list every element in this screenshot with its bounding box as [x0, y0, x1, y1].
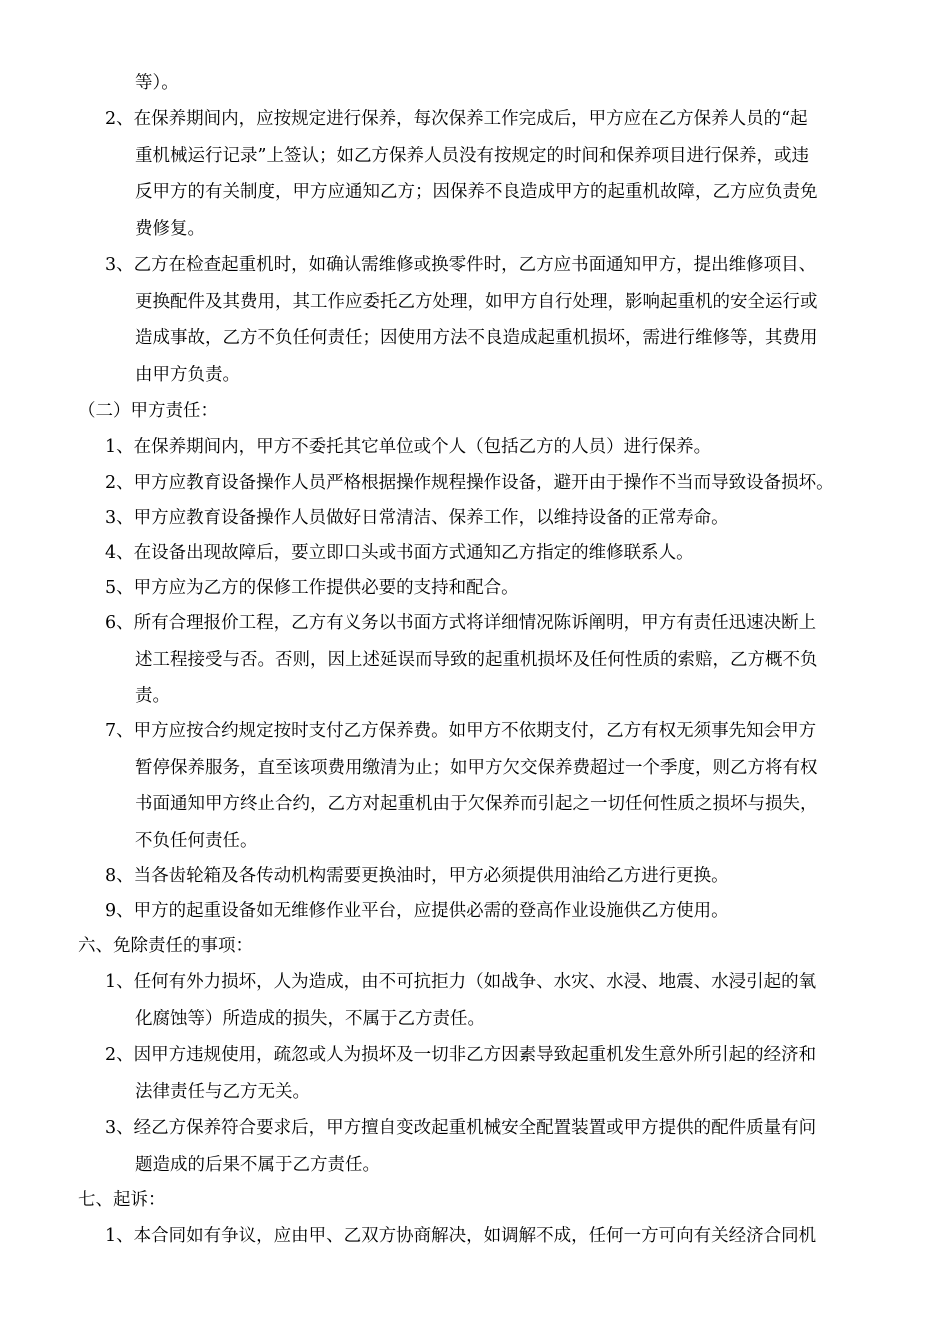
paragraph-line: 3、乙方在检查起重机时，如确认需维修或换零件时，乙方应书面通知甲方，提出维修项目、: [105, 255, 817, 275]
paragraph-line: 5、甲方应为乙方的保修工作提供必要的支持和配合。: [105, 578, 519, 598]
paragraph-line: 化腐蚀等）所造成的损失，不属于乙方责任。: [135, 1009, 485, 1029]
section-heading: （二）甲方责任：: [78, 401, 218, 421]
paragraph-line: 重机械运行记录”上签认；如乙方保养人员没有按规定的时间和保养项目进行保养，或违: [135, 146, 809, 166]
paragraph-line: 不负任何责任。: [135, 831, 258, 851]
paragraph-line: 由甲方负责。: [135, 365, 240, 385]
paragraph-line: 6、所有合理报价工程，乙方有义务以书面方式将详细情况陈诉阐明，甲方有责任迅速决断上: [105, 613, 817, 633]
paragraph-line: 2、甲方应教育设备操作人员严格根据操作规程操作设备，避开由于操作不当而导致设备损坏。: [105, 473, 834, 493]
section-heading: 七、起诉：: [78, 1190, 166, 1210]
paragraph-line: 3、甲方应教育设备操作人员做好日常清洁、保养工作，以维持设备的正常寿命。: [105, 508, 729, 528]
paragraph-line: 2、在保养期间内，应按规定进行保养，每次保养工作完成后，甲方应在乙方保养人员的“起: [105, 109, 808, 129]
paragraph-line: 题造成的后果不属于乙方责任。: [135, 1155, 380, 1175]
paragraph-line: 反甲方的有关制度，甲方应通知乙方；因保养不良造成甲方的起重机故障，乙方应负责免: [135, 182, 818, 202]
paragraph-line: 更换配件及其费用，其工作应委托乙方处理，如甲方自行处理，影响起重机的安全运行或: [135, 292, 818, 312]
paragraph-line: 造成事故，乙方不负任何责任；因使用方法不良造成起重机损坏，需进行维修等，其费用: [135, 328, 818, 348]
paragraph-line: 4、在设备出现故障后，要立即口头或书面方式通知乙方指定的维修联系人。: [105, 543, 694, 563]
section-heading: 六、免除责任的事项：: [78, 936, 253, 956]
paragraph-line: 暂停保养服务，直至该项费用缴清为止；如甲方欠交保养费超过一个季度，则乙方将有权: [135, 758, 818, 778]
paragraph-line: 8、当各齿轮箱及各传动机构需要更换油时，甲方必须提供用油给乙方进行更换。: [105, 866, 729, 886]
paragraph-line: 9、甲方的起重设备如无维修作业平台，应提供必需的登高作业设施供乙方使用。: [105, 901, 729, 921]
paragraph-line: 述工程接受与否。否则，因上述延误而导致的起重机损坏及任何性质的索赔，乙方概不负: [135, 650, 818, 670]
paragraph-line: 责。: [135, 686, 170, 706]
paragraph-line: 书面通知甲方终止合约，乙方对起重机由于欠保养而引起之一切任何性质之损坏与损失，: [135, 794, 818, 814]
paragraph-line: 费修复。: [135, 219, 205, 239]
paragraph-line: 7、甲方应按合约规定按时支付乙方保养费。如甲方不依期支付，乙方有权无须事先知会甲方: [105, 721, 817, 741]
paragraph-line: 法律责任与乙方无关。: [135, 1082, 310, 1102]
paragraph-line: 1、本合同如有争议，应由甲、乙双方协商解决，如调解不成，任何一方可向有关经济合同机: [105, 1226, 817, 1246]
paragraph-line: 1、在保养期间内，甲方不委托其它单位或个人（包括乙方的人员）进行保养。: [105, 437, 712, 457]
paragraph-line: 等）。: [135, 73, 179, 93]
paragraph-line: 2、因甲方违规使用，疏忽或人为损坏及一切非乙方因素导致起重机发生意外所引起的经济和: [105, 1045, 817, 1065]
paragraph-line: 1、任何有外力损坏，人为造成，由不可抗拒力（如战争、水灾、水浸、地震、水浸引起的氧: [105, 972, 817, 992]
paragraph-line: 3、经乙方保养符合要求后，甲方擅自变改起重机械安全配置装置或甲方提供的配件质量有问: [105, 1118, 817, 1138]
